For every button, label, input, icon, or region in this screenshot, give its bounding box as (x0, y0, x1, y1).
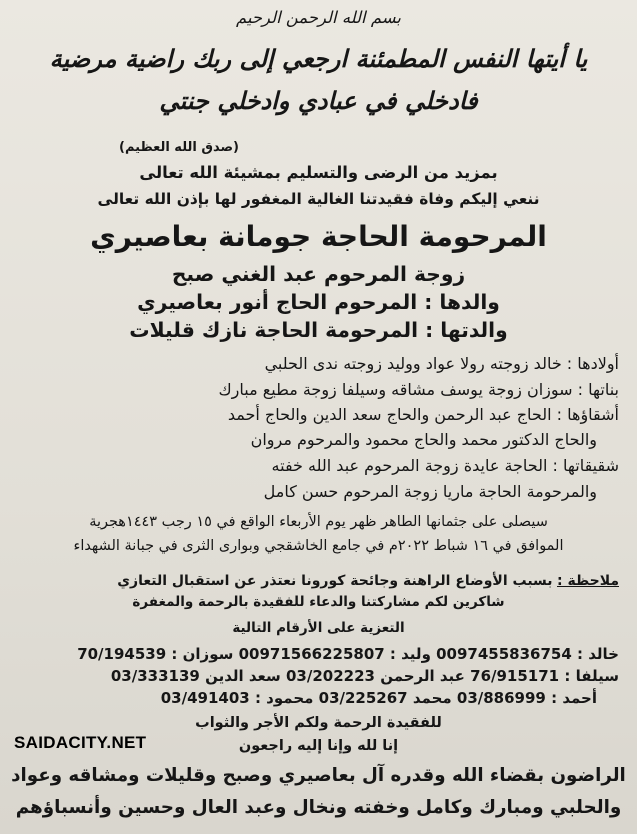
deceased-name: المرحومة الحاجة جومانة بعاصيري (90, 220, 547, 253)
condolence-heading: التعزية على الأرقام التالية (232, 620, 405, 636)
prayer-line-2: الموافق في ١٦ شباط ٢٠٢٢م في جامع الخاشقجي وبوارى الثرى في جبانة الشهداء (73, 538, 564, 554)
site-watermark: SAIDACITY.NET (14, 733, 147, 752)
brothers-line-2: والحاج الدكتور محمد والحاج محمود والمرحوم مروان (250, 430, 597, 449)
sisters-line-2: والمرحومة الحاجة ماريا زوجة المرحوم حسن كامل (263, 482, 597, 501)
verse-line-1: يا أيتها النفس المطمئنة ارجعي إلى ربك راضية مرضية (49, 44, 588, 73)
mourners-line-1: الراضون بقضاء الله وقدره آل بعاصيري وصبح وقليلات ومشاقه وعواد (11, 765, 626, 786)
husband-line: زوجة المرحوم عبد الغني صبح (171, 262, 466, 286)
intro-line-1: بمزيد من الرضى والتسليم بمشيئة الله تعالى (139, 163, 498, 182)
verse-line-2: فادخلي في عبادي وادخلي جنتي (159, 86, 478, 115)
basmala: بسم الله الرحمن الرحيم (236, 8, 401, 27)
closing-line-2: إنا لله وإنا إليه راجعون (238, 738, 399, 754)
note-line-1 (117, 573, 619, 589)
brothers-line-1: أشقاؤها : الحاج عبد الرحمن والحاج سعد الدين والحاج أحمد (227, 405, 619, 424)
mother-line: والدتها : المرحومة الحاجة نازك قليلات (129, 318, 508, 342)
condolence-row-3: أحمد : 03/886999 محمد 03/225267 محمود : 03/491403 (160, 689, 597, 707)
sons-line: أولادها : خالد زوجته رولا عواد ووليد زوجته ندى الحلبي (264, 354, 619, 373)
condolence-row-1: خالد : 0097455836754 وليد : 00971566225807 سوزان : 70/194539 (77, 645, 619, 663)
sisters-line-1: شقيقاتها : الحاجة عايدة زوجة المرحوم عبد الله خفته (271, 456, 619, 475)
sadaq-label: (صدق الله العظيم) (119, 140, 239, 155)
note-label: ملاحظة : (557, 573, 619, 589)
closing-line-1: للفقيدة الرحمة ولكم الأجر والثواب (195, 715, 442, 731)
daughters-line: بناتها : سوزان زوجة يوسف مشاقه وسيلفا زوجة مطيع مبارك (218, 380, 619, 399)
intro-line-2: ننعي إليكم وفاة فقيدتنا الغالية المغفور لها بإذن الله تعالى (97, 190, 540, 208)
note-text-1: بسبب الأوضاع الراهنة وجائحة كورونا نعتذر عن استقبال التعازي (117, 573, 553, 589)
note-line-2: شاكرين لكم مشاركتنا والدعاء للفقيدة بالرحمة والمغفرة (132, 594, 505, 610)
prayer-line-1: سيصلى على جثمانها الطاهر ظهر يوم الأربعاء الواقع في ١٥ رجب ١٤٤٣هجرية (89, 514, 548, 530)
condolence-row-2: سيلفا : 76/915171 عبد الرحمن 03/202223 سعد الدين 03/333139 (110, 667, 619, 685)
father-line: والدها : المرحوم الحاج أنور بعاصيري (137, 290, 500, 314)
mourners-line-2: والحلبي ومبارك وكامل وخفته ونخال وعبد العال وحسين وأنسباؤهم (15, 797, 622, 818)
